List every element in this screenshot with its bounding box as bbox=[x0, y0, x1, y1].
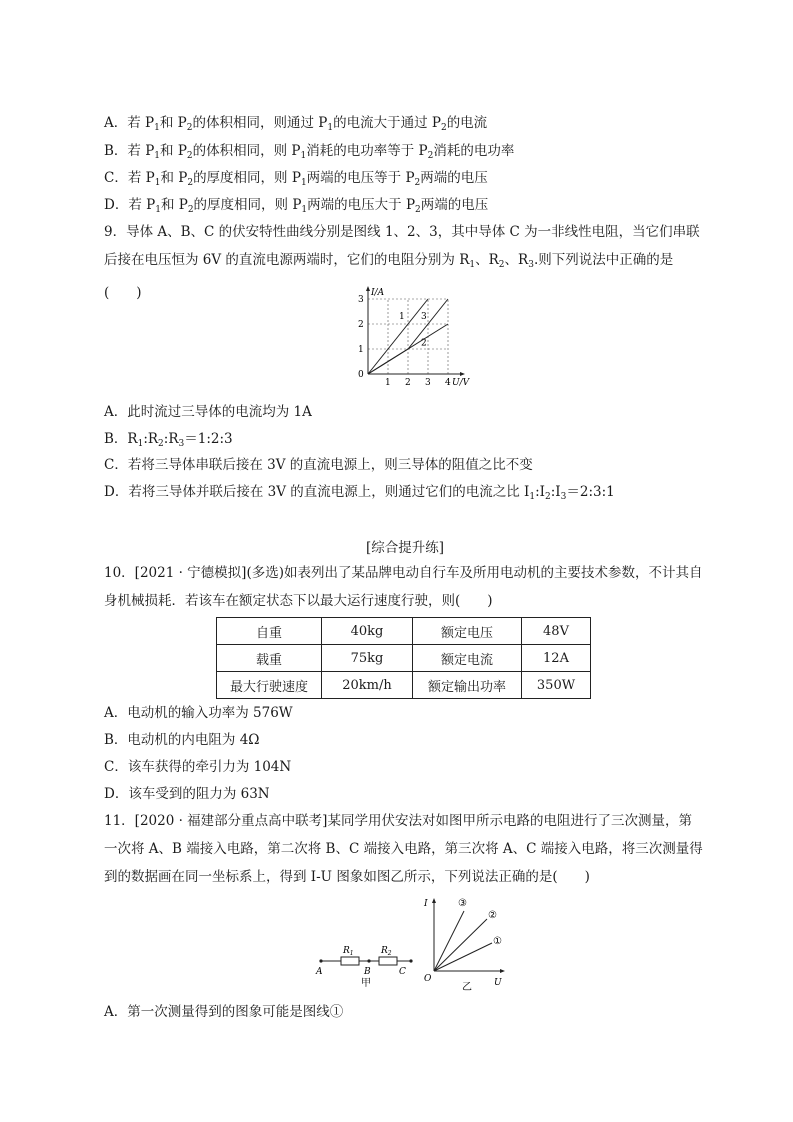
q10-option-c: C．该车获得的牵引力为 104N bbox=[104, 759, 292, 775]
spec-table bbox=[216, 617, 591, 699]
q8-option-b: B．若 $P_1$和 $P_2$的体积相同，则 $P_1$消耗的电功率等于 $P_2$消耗的电功率 bbox=[104, 143, 515, 161]
q10-stem: 10．[2021 · 宁德模拟](多选)如表列出了某品牌电动自行车及所用电动机的主要技术参数，不计其自身机械损耗．若该车在额定状态下以最大运行速度行驶，则( ) bbox=[104, 565, 703, 609]
terminal-b bbox=[367, 959, 370, 962]
terminal-a bbox=[319, 959, 322, 962]
iu-graph bbox=[420, 893, 520, 993]
i-axis-label: I bbox=[424, 899, 428, 909]
line-2-label: ② bbox=[488, 910, 497, 921]
table-cell: 350W bbox=[522, 672, 591, 699]
table-row bbox=[217, 618, 591, 645]
q8-option-d: D．若 $P_1$和 $P_2$的厚度相同，则 $P_1$两端的电压大于 $P_2$两端的电压 bbox=[104, 197, 489, 215]
q9-option-d: D．若将三导体并联后接在 3V 的直流电源上，则通过它们的电流之比 $I_1:I_2:I_3=2:3:1$ bbox=[104, 484, 615, 502]
caption-yi: 乙 bbox=[462, 982, 472, 993]
series-line-1 bbox=[368, 299, 428, 374]
table-cell: 载重 bbox=[217, 645, 322, 672]
r1-label: $R_1$ bbox=[343, 946, 354, 957]
q11-stem: 11．[2020 · 福建部分重点高中联考]某同学用伏安法对如图甲所示电路的电阻进行了三次测量，第一次将 A、B 端接入电路，第二次将 B、C 端接入电路，第三次将 A、C 端接入电路，将三次测量得到的数据画在同一坐标系上，得到 I-U 图象如图乙所示，下列说法正确的是( ) bbox=[104, 813, 703, 885]
table-cell: 额定电压 bbox=[413, 618, 522, 645]
label-a: A bbox=[316, 967, 323, 977]
table-cell: 20km/h bbox=[322, 672, 413, 699]
q9-option-c: C．若将三导体串联后接在 3V 的直流电源上，则三导体的阻值之比不变 bbox=[104, 457, 533, 473]
resistor-r2 bbox=[379, 957, 397, 965]
q10-option-b: B．电动机的内电阻为 4Ω bbox=[104, 732, 260, 748]
x-axis-arrow bbox=[460, 372, 465, 376]
terminal-c bbox=[409, 959, 412, 962]
q10-option-a: A．电动机的输入功率为 576W bbox=[104, 705, 293, 721]
u-axis-arrow bbox=[500, 969, 505, 973]
q9-option-a: A．此时流过三导体的电流均为 1A bbox=[104, 404, 312, 420]
circuit-diagram bbox=[313, 942, 423, 992]
y-axis-arrow bbox=[366, 286, 370, 291]
q8-option-c: C．若 $P_1$和 $P_2$的厚度相同，则 $P_1$两端的电压等于 $P_2$两端的电压 bbox=[104, 170, 488, 188]
line-3-label: ③ bbox=[458, 898, 467, 909]
table-row bbox=[217, 645, 591, 672]
origin-label: O bbox=[424, 974, 432, 984]
y-tick-label: 1 bbox=[358, 345, 364, 355]
graph-line-1 bbox=[434, 943, 492, 971]
resistor-r1 bbox=[341, 957, 359, 965]
table-cell: 最大行驶速度 bbox=[217, 672, 322, 699]
q9-iv-chart bbox=[350, 282, 500, 392]
q9-option-b: B．$R_1:R_2:R_3=1:2:3$ bbox=[104, 431, 233, 449]
label-c: C bbox=[399, 967, 406, 977]
section-title: [综合提升练] bbox=[366, 540, 445, 556]
table-cell: 额定输出功率 bbox=[413, 672, 522, 699]
i-axis-arrow bbox=[432, 898, 436, 903]
graph-line-3 bbox=[434, 911, 464, 971]
x-tick-label: 1 bbox=[385, 378, 391, 388]
y-tick-label: 2 bbox=[358, 320, 364, 330]
y-tick-label: 3 bbox=[358, 295, 364, 305]
series-label-1: 1 bbox=[399, 312, 405, 322]
r2-label: $R_2$ bbox=[381, 946, 392, 957]
q9-stem: 9．导体 A、B、C 的伏安特性曲线分别是图线 1、2、3，其中导体 C 为一非线性电阻，当它们串联后接在电压恒为 6V 的直流电源两端时，它们的电阻分别为 $R_1$、$R_2$、$R_3$.则下列说法中正确的是( ) bbox=[104, 224, 700, 301]
u-axis-label: U bbox=[494, 978, 502, 988]
table-row bbox=[217, 672, 591, 699]
x-tick-label: 3 bbox=[425, 378, 431, 388]
table-cell: 自重 bbox=[217, 618, 322, 645]
table-cell: 40kg bbox=[322, 618, 413, 645]
q8-option-a: A．若 $P_1$和 $P_2$的体积相同，则通过 $P_1$的电流大于通过 $P_2$的电流 bbox=[104, 115, 488, 133]
caption-jia: 甲 bbox=[361, 978, 371, 989]
x-tick-label: 2 bbox=[405, 378, 411, 388]
series-label-2: 2 bbox=[421, 338, 427, 349]
x-tick-label: 4 bbox=[445, 378, 451, 388]
x-axis-label: U/V bbox=[452, 378, 470, 388]
graph-line-2 bbox=[434, 919, 487, 971]
origin-label: 0 bbox=[358, 370, 364, 380]
q11-option-a: A．第一次测量得到的图象可能是图线① bbox=[104, 1004, 344, 1020]
y-axis-label: I/A bbox=[371, 288, 385, 298]
table-cell: 12A bbox=[522, 645, 591, 672]
table-cell: 75kg bbox=[322, 645, 413, 672]
table-cell: 额定电流 bbox=[413, 645, 522, 672]
table-cell: 48V bbox=[522, 618, 591, 645]
q10-option-d: D．该车受到的阻力为 63N bbox=[104, 786, 270, 802]
series-label-3: 3 bbox=[421, 312, 427, 322]
line-1-label: ① bbox=[493, 936, 502, 947]
label-b: B bbox=[364, 967, 371, 977]
